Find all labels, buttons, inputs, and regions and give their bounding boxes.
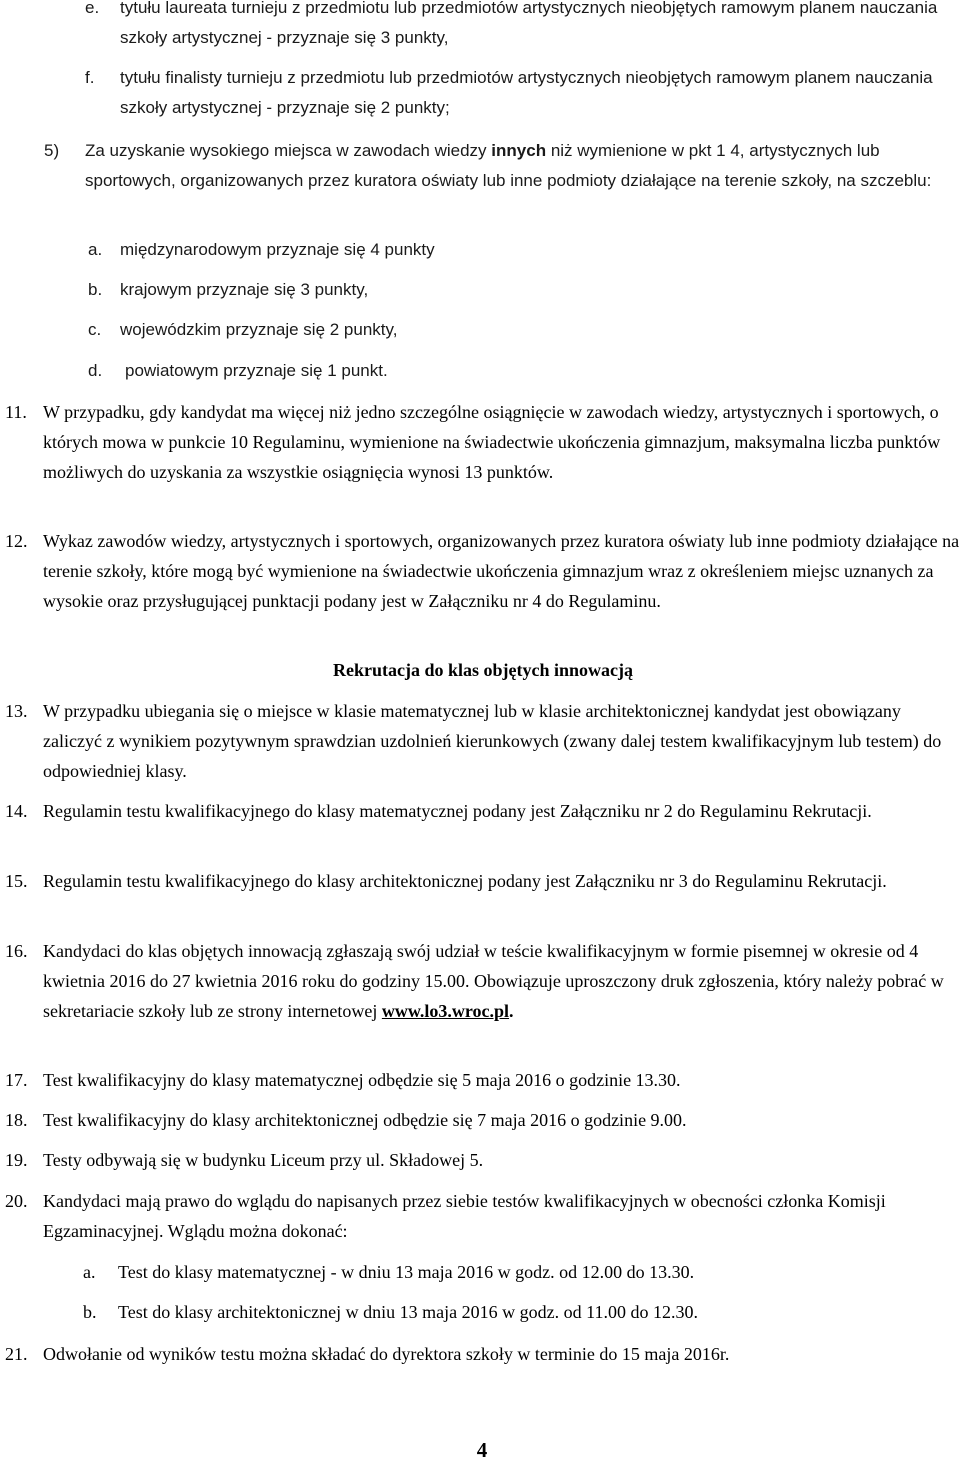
paragraph-21 — [5, 1339, 960, 1369]
text-segment: niż wymienione w pkt 1 4, artystycznych lub sportowych, organizowanych przez kuratora oświaty lub inne podmioty działające na terenie szkoły, na szczeblu: — [85, 141, 932, 190]
list-item-label: a. — [83, 1262, 96, 1282]
list-item-5 — [44, 136, 960, 226]
paragraph-text — [43, 936, 960, 1026]
paragraph-text: Regulamin testu kwalifikacyjnego do klasy matematycznej podany jest Załączniku nr 2 do Regulaminu Rekrutacji. — [43, 801, 872, 821]
paragraph-18 — [5, 1105, 960, 1135]
paragraph-text: Regulamin testu kwalifikacyjnego do klasy architektonicznej podany jest Załączniku nr 3 do Regulaminu Rekrutacji. — [43, 871, 887, 891]
paragraph-text: Testy odbywają się w budynku Liceum przy ul. Składowej 5. — [43, 1150, 484, 1170]
paragraph-text: Test kwalifikacyjny do klasy matematycznej odbędzie się 5 maja 2016 o godzinie 13.30. — [43, 1070, 681, 1090]
list-item-text — [85, 136, 960, 196]
level-label: c. — [88, 320, 102, 339]
level-item-b — [88, 275, 788, 305]
paragraph-text: Test kwalifikacyjny do klasy architektonicznej odbędzie się 7 maja 2016 o godzinie 9.00. — [43, 1110, 687, 1130]
level-label: a. — [88, 240, 103, 259]
level-text: międzynarodowym przyznaje się 4 punkty — [120, 240, 435, 259]
paragraph-16 — [5, 936, 960, 1056]
paragraph-20-item-a — [83, 1257, 960, 1287]
level-text: wojewódzkim przyznaje się 2 punkty, — [120, 320, 398, 339]
level-item-d — [88, 356, 788, 386]
page-number: 4 — [476, 1438, 488, 1462]
list-item-label: b. — [83, 1302, 97, 1322]
text-segment: . — [509, 1001, 514, 1021]
paragraph-text: W przypadku ubiegania się o miejsce w klasie matematycznej lub w klasie architektonicznej kandydat jest obowiązany zaliczyć z wynikiem pozytywnym sprawdzian uzdolnień kierunkowych (zwany dalej testem kwalifikacyjnym lub testem) do odpowiedniej klasy. — [43, 701, 942, 781]
paragraph-number: 17. — [5, 1070, 28, 1090]
list-item-e — [85, 0, 960, 53]
paragraph-17 — [5, 1065, 960, 1095]
paragraph-20 — [5, 1186, 960, 1246]
list-item-text: tytułu finalisty turnieju z przedmiotu lub przedmiotów artystycznych nieobjętych ramowym planem nauczania szkoły artystycznej - przyznaje się 2 punkty; — [120, 68, 933, 117]
paragraph-number: 13. — [5, 701, 28, 721]
bold-text-segment: innych — [491, 141, 547, 160]
paragraph-15 — [5, 866, 960, 926]
section-heading: Rekrutacja do klas objętych innowacją — [333, 660, 633, 680]
paragraph-text: W przypadku, gdy kandydat ma więcej niż jedno szczególne osiągnięcie w zawodach wiedzy, artystycznych i sportowych, o których mowa w punkcie 10 Regulaminu, wymienione na świadectwie ukończenia gimnazjum, maksymalna liczba punktów możliwych do uzyskania za wszystkie osiągnięcia wynosi 13 punktów. — [43, 402, 941, 482]
paragraph-text: Odwołanie od wyników testu można składać do dyrektora szkoły w terminie do 15 maja 2016r. — [43, 1344, 730, 1364]
list-item-text: Test do klasy architektonicznej w dniu 13 maja 2016 w godz. od 11.00 do 12.30. — [118, 1302, 698, 1322]
list-item-text: tytułu laureata turnieju z przedmiotu lub przedmiotów artystycznych nieobjętych ramowym planem nauczania szkoły artystycznej - przyznaje się 3 punkty, — [120, 0, 938, 47]
website-link[interactable]: www.lo3.wroc.pl — [381, 1001, 510, 1021]
paragraph-13 — [5, 696, 960, 786]
text-segment: Kandydaci do klas objętych innowacją zgłaszają swój udział w teście kwalifikacyjnym w formie pisemnej w okresie od 4 kwietnia 2016 do 27 kwietnia 2016 roku do godziny 15.00. Obowiązuje uproszczony druk zgłoszenia, który należy pobrać w sekretariacie szkoły lub ze strony internetowej — [43, 941, 944, 1021]
text-segment: Za uzyskanie wysokiego miejsca w zawodach wiedzy — [85, 141, 492, 160]
list-item-label: e. — [85, 0, 100, 17]
level-label: b. — [88, 280, 103, 299]
paragraph-number: 11. — [5, 402, 27, 422]
level-item-c — [88, 315, 788, 345]
level-label: d. — [88, 361, 103, 380]
paragraph-20-item-b — [83, 1297, 960, 1327]
paragraph-number: 20. — [5, 1191, 28, 1211]
list-item-label: f. — [85, 68, 95, 87]
paragraph-number: 16. — [5, 941, 28, 961]
paragraph-text: Kandydaci mają prawo do wglądu do napisanych przez siebie testów kwalifikacyjnych w obecności członka Komisji Egzaminacyjnej. Wglądu można dokonać: — [43, 1191, 886, 1241]
list-item-f — [85, 63, 960, 123]
paragraph-19 — [5, 1145, 960, 1175]
paragraph-12 — [5, 526, 960, 646]
paragraph-number: 15. — [5, 871, 28, 891]
paragraph-number: 21. — [5, 1344, 28, 1364]
paragraph-11 — [5, 397, 960, 517]
paragraph-number: 18. — [5, 1110, 28, 1130]
paragraph-number: 14. — [5, 801, 28, 821]
paragraph-14 — [5, 796, 960, 856]
paragraph-number: 12. — [5, 531, 28, 551]
level-text: powiatowym przyznaje się 1 punkt. — [125, 361, 388, 380]
level-item-a — [88, 235, 788, 265]
paragraph-number: 19. — [5, 1150, 28, 1170]
list-item-label: 5) — [44, 141, 60, 160]
level-text: krajowym przyznaje się 3 punkty, — [120, 280, 369, 299]
paragraph-text: Wykaz zawodów wiedzy, artystycznych i sportowych, organizowanych przez kuratora oświaty lub inne podmioty działające na terenie szkoły, które mogą być wymienione na świadectwie ukończenia gimnazjum wraz z określeniem miejsc uznanych za wysokie oraz przysługującej punktacji podany jest w Załączniku nr 4 do Regulaminu. — [43, 531, 960, 611]
list-item-text: Test do klasy matematycznej - w dniu 13 maja 2016 w godz. od 12.00 do 13.30. — [118, 1262, 695, 1282]
